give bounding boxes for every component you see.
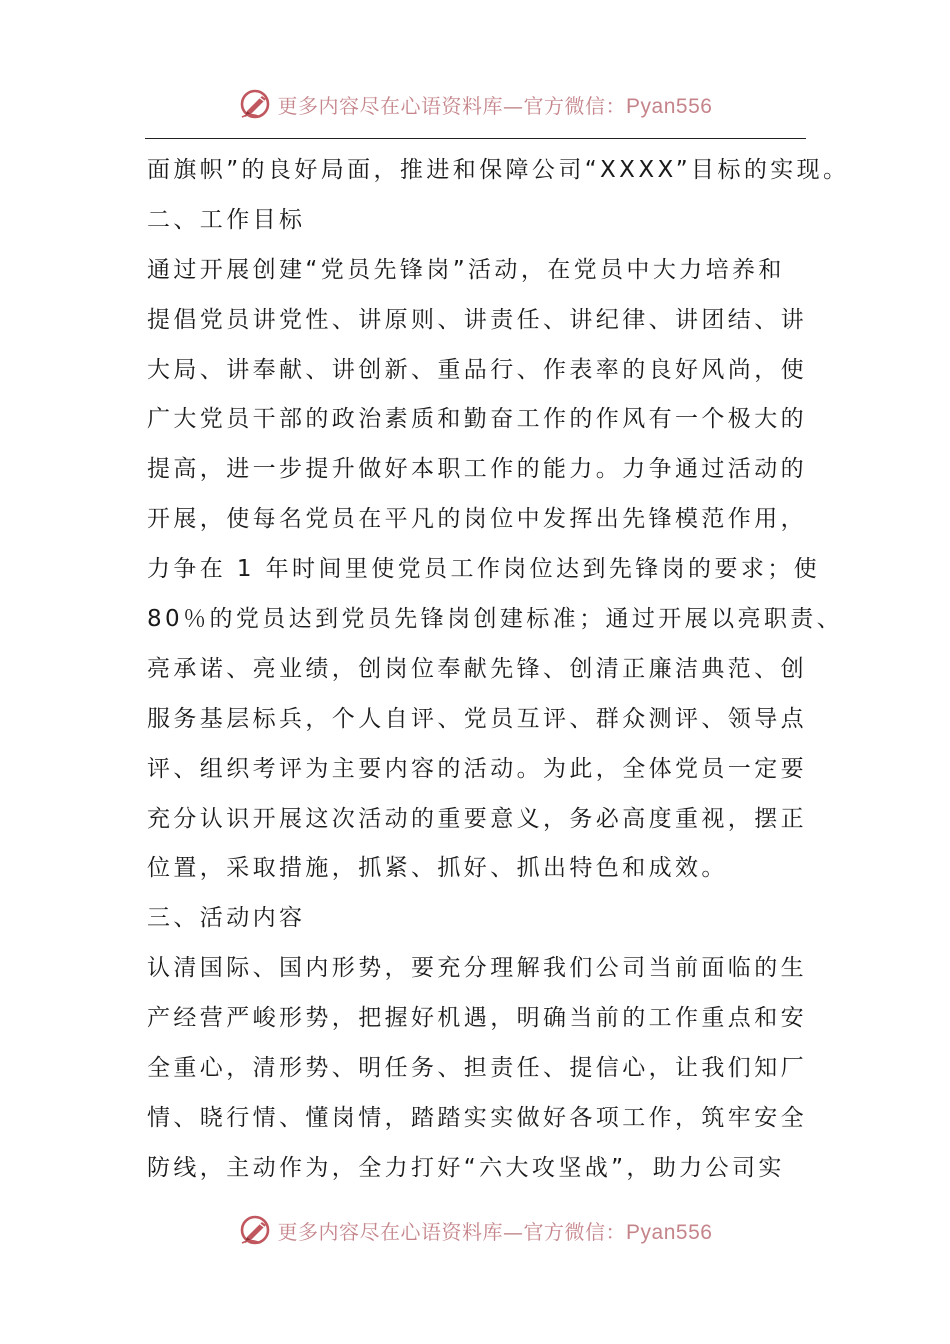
body-line: 提高，进一步提升做好本职工作的能力。力争通过活动的 — [147, 456, 807, 483]
body-line: 认清国际、国内形势，要充分理解我们公司当前面临的生 — [147, 955, 807, 982]
body-line: 服务基层标兵，个人自评、党员互评、群众测评、领导点 — [147, 705, 807, 732]
footer-wechat-label: 官方微信： — [523, 1219, 627, 1244]
body-line: 80％的党员达到党员先锋岗创建标准；通过开展以亮职责、 — [147, 606, 844, 633]
body-line: 开展，使每名党员在平凡的岗位中发挥出先锋模范作用， — [147, 506, 807, 533]
section-heading-activity-content: 三、活动内容 — [147, 905, 306, 932]
body-line: 亮承诺、亮业绩，创岗位奉献先锋、创清正廉洁典范、创 — [147, 655, 807, 682]
header-wechat-label: 官方微信： — [523, 93, 627, 118]
body-line: 充分认识开展这次活动的重要意义，务必高度重视，摆正 — [147, 805, 807, 832]
section-heading-work-goals: 二、工作目标 — [147, 206, 306, 233]
header-divider — [145, 138, 806, 139]
body-line: 面旗帜”的良好局面，推进和保障公司“XXXX”目标的实现。 — [147, 157, 850, 183]
body-line: 位置，采取措施，抓紧、抓好、抓出特色和成效。 — [147, 855, 728, 882]
header-wechat-id: Pyan556 — [626, 94, 713, 118]
footer-banner — [0, 1210, 950, 1250]
body-line: 全重心，清形势、明任务、担责任、提信心，让我们知厂 — [147, 1055, 807, 1082]
pen-seal-logo-icon — [238, 1212, 274, 1248]
body-line: 产经营严峻形势，把握好机遇，明确当前的工作重点和安 — [147, 1005, 807, 1032]
header-banner-text — [278, 90, 713, 119]
pen-seal-logo-icon — [238, 86, 274, 122]
body-line: 防线，主动作为，全力打好“六大攻坚战”，助力公司实 — [147, 1154, 785, 1181]
document-body — [147, 146, 850, 1194]
header-banner-separator: — — [503, 93, 524, 118]
footer-banner-separator: — — [503, 1219, 524, 1244]
footer-wechat-id: Pyan556 — [626, 1220, 713, 1244]
body-line: 提倡党员讲党性、讲原则、讲责任、讲纪律、讲团结、讲 — [147, 306, 807, 333]
body-line: 情、晓行情、懂岗情，踏踏实实做好各项工作，筑牢安全 — [147, 1104, 807, 1131]
body-line: 广大党员干部的政治素质和勤奋工作的作风有一个极大的 — [147, 406, 807, 433]
header-banner-title: 更多内容尽在心语资料库 — [277, 93, 504, 118]
footer-banner-title: 更多内容尽在心语资料库 — [277, 1219, 504, 1244]
body-line: 力争在 1 年时间里使党员工作岗位达到先锋岗的要求；使 — [147, 556, 821, 583]
header-banner — [0, 84, 950, 124]
body-line: 通过开展创建“党员先锋岗”活动，在党员中大力培养和 — [147, 256, 785, 283]
body-line: 评、组织考评为主要内容的活动。为此，全体党员一定要 — [147, 755, 807, 782]
footer-banner-text — [278, 1216, 713, 1245]
body-line: 大局、讲奉献、讲创新、重品行、作表率的良好风尚，使 — [147, 356, 807, 383]
